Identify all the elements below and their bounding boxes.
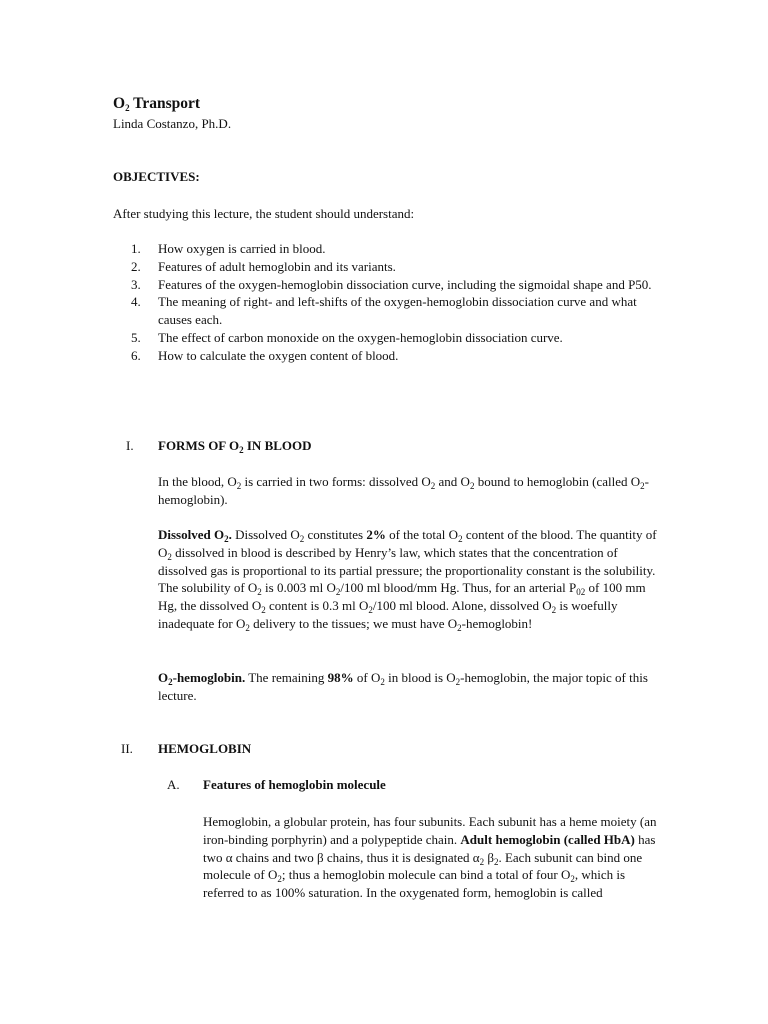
forms-paragraph: In the blood, $O_2$ is carried in two forms: dissolved $O_2$ and $O_2$ bound to hemoglobin (called $O_2-$ hemoglobin). <box>158 474 650 507</box>
subsection-a-number: A. <box>167 777 180 792</box>
list-item-text: How oxygen is carried in blood. <box>158 241 326 256</box>
list-item-number: 5. <box>131 329 141 345</box>
dissolved-o2-paragraph: Dissolved $O_2$. Dissolved $O_2$ constitutes 2% of the total $O_2$ content of the blood. The quantity of $O_2$ dissolved in blood is described by Henry’s law, which states that the concentration of dissolved gas is proportional to its partial pressure; the proportionality constant is the solubility. The solubility of $O_2$ is 0.003 ml $O_2/100$ ml blood/mm Hg. Thus, for an arterial $P_{02}$ of 100 mm Hg, the dissolved $O_2$ content is 0.3 ml $O_2/100$ ml blood. Alone, dissolved $O_2$ is woefully inadequate for $O_2$ delivery to the tissues; we must have $O_2$-hemoglobin! <box>158 527 657 633</box>
list-item-text: Features of the oxygen-hemoglobin dissociation curve, including the sigmoidal shape and P50. <box>158 276 652 292</box>
section-2-heading: HEMOGLOBIN <box>158 741 252 756</box>
subsection-a-heading: Features of hemoglobin molecule <box>203 777 386 792</box>
list-item-text: How to calculate the oxygen content of blood. <box>158 347 399 363</box>
list-item <box>113 347 658 365</box>
objectives-heading: OBJECTIVES: <box>113 169 200 184</box>
list-item-text: The effect of carbon monoxide on the oxygen-hemoglobin dissociation curve. <box>158 329 563 345</box>
objectives-list <box>113 240 658 365</box>
list-item <box>113 258 658 276</box>
author-name: Linda Costanzo, Ph.D. <box>113 116 232 131</box>
section-1-number: I. <box>126 438 134 453</box>
dissolved-o2-lead: Dissolved $O_2$. <box>158 527 232 544</box>
list-item-number: 3. <box>131 276 141 292</box>
list-item <box>113 293 658 329</box>
section-1-heading: FORMS OF $O_2$ IN BLOOD <box>158 438 312 455</box>
list-item <box>113 276 658 294</box>
o2-hemoglobin-paragraph: $O_2$-hemoglobin. The remaining 98% of $O_2$ in blood is $O_2$-hemoglobin, the major topic of this lecture. <box>158 670 648 703</box>
list-item-number: 4. <box>131 294 141 310</box>
list-item <box>113 329 658 347</box>
list-item-number: 2. <box>131 258 141 274</box>
hemoglobin-features-paragraph: Hemoglobin, a globular protein, has four subunits. Each subunit has a heme moiety (an iron-binding porphyrin) and a polypeptide chain. Adult hemoglobin (called HbA) has two α chains and two β chains, thus it is designated $\alpha_2$ $\beta_2$. Each subunit can bind one molecule of $O_2$; thus a hemoglobin molecule can bind a total of four $O_2$, which is referred to as 100% saturation. In the oxygenated form, hemoglobin is called <box>203 814 657 901</box>
list-item-text: Features of adult hemoglobin and its variants. <box>158 258 396 274</box>
o2-hemoglobin-lead: $O_2$-hemoglobin. <box>158 670 246 687</box>
section-2-number: II. <box>121 741 133 756</box>
list-item-number: 1. <box>131 241 141 256</box>
list-item-text: The meaning of right- and left-shifts of the oxygen-hemoglobin dissociation curve and what causes each. <box>158 294 637 328</box>
objectives-intro: After studying this lecture, the student should understand: <box>113 206 415 221</box>
list-item <box>113 240 658 258</box>
list-item-number: 6. <box>131 347 141 363</box>
document-title: $O_2$ Transport <box>113 95 201 113</box>
